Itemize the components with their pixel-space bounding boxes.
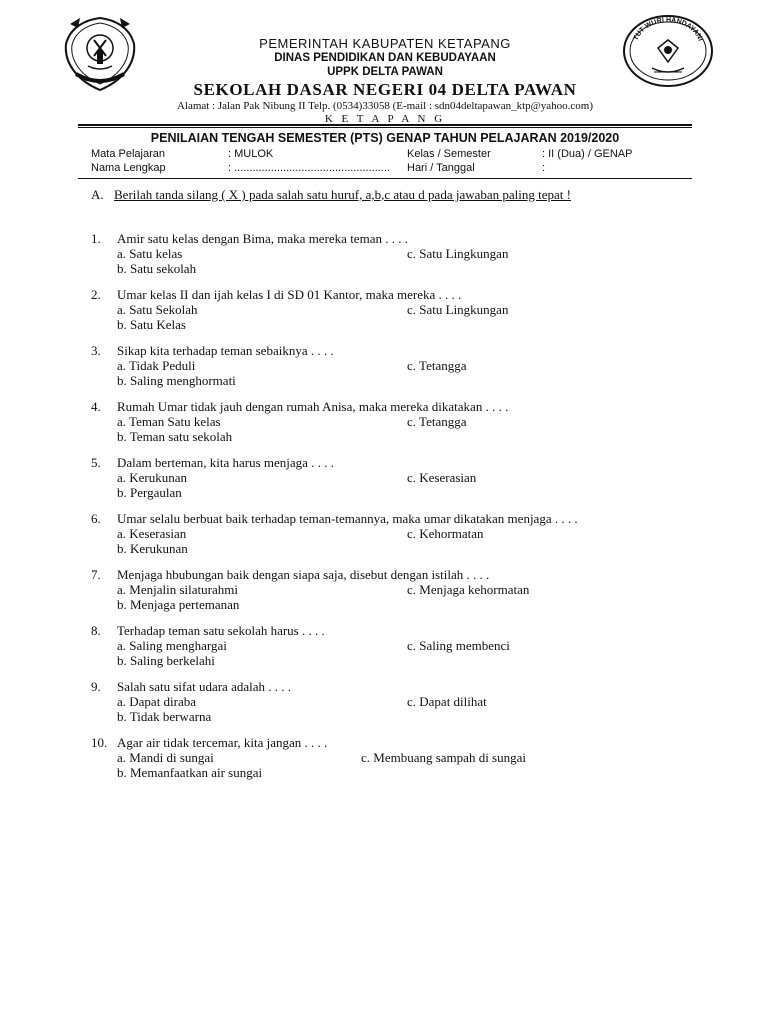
option-a: a. Satu Sekolah — [117, 302, 198, 317]
question-text: Menjaga hbubungan baik dengan siapa saja, disebut dengan istilah . . . . — [117, 567, 490, 582]
question-number: 5. — [91, 455, 101, 470]
info-divider — [78, 178, 692, 179]
question-number: 10. — [91, 735, 108, 750]
class-value: : II (Dua) / GENAP — [542, 148, 633, 160]
svg-text:TUT WURI HANDAYANI: TUT WURI HANDAYANI — [632, 16, 704, 43]
department-line: DINAS PENDIDIKAN DAN KEBUDAYAAN — [274, 52, 496, 64]
uppk-line: UPPK DELTA PAWAN — [327, 66, 443, 78]
question-text: Agar air tidak tercemar, kita jangan . . . . — [117, 735, 328, 750]
option-a: a. Menjalin silaturahmi — [117, 582, 238, 597]
question-text: Dalam berteman, kita harus menjaga . . . . — [117, 455, 334, 470]
question-number: 1. — [91, 231, 101, 246]
option-c: c. Keserasian — [407, 470, 477, 485]
exam-title: PENILAIAN TENGAH SEMESTER (PTS) GENAP TAHUN PELAJARAN 2019/2020 — [150, 131, 620, 145]
option-a: a. Saling menghargai — [117, 638, 227, 653]
question-text: Terhadap teman satu sekolah harus . . . . — [117, 623, 325, 638]
date-value: : — [542, 162, 546, 174]
header-divider-thick — [78, 124, 692, 126]
option-b: b. Satu sekolah — [117, 261, 197, 276]
question-number: 9. — [91, 679, 101, 694]
option-b: b. Menjaga pertemanan — [117, 597, 240, 612]
letterhead — [150, 36, 620, 126]
option-c: c. Membuang sampah di sungai — [361, 750, 526, 765]
option-c: c. Dapat dilihat — [407, 694, 487, 709]
option-b: b. Kerukunan — [117, 541, 188, 556]
school-name: SEKOLAH DASAR NEGERI 04 DELTA PAWAN — [193, 80, 577, 99]
header-divider-thin — [78, 127, 692, 128]
question-number: 6. — [91, 511, 101, 526]
regency-crest-logo — [58, 14, 142, 94]
option-b: b. Memanfaatkan air sungai — [117, 765, 263, 780]
question-text: Salah satu sifat udara adalah . . . . — [117, 679, 291, 694]
question-text: Amir satu kelas dengan Bima, maka mereka teman . . . . — [117, 231, 408, 246]
name-label: Nama Lengkap — [91, 162, 166, 174]
question-number: 3. — [91, 343, 101, 358]
option-c: c. Menjaga kehormatan — [407, 582, 530, 597]
date-label: Hari / Tanggal — [407, 162, 475, 174]
class-label: Kelas / Semester — [407, 148, 491, 160]
question-text: Umar kelas II dan ijah kelas I di SD 01 Kantor, maka mereka . . . . — [117, 287, 462, 302]
option-b: b. Satu Kelas — [117, 317, 186, 332]
option-c: c. Tetangga — [407, 414, 467, 429]
question-number: 7. — [91, 567, 101, 582]
option-b: b. Saling menghormati — [117, 373, 236, 388]
option-a: a. Satu kelas — [117, 246, 183, 261]
question-number: 2. — [91, 287, 101, 302]
question-text: Rumah Umar tidak jauh dengan rumah Anisa, maka mereka dikatakan . . . . — [117, 399, 509, 414]
option-a: a. Mandi di sungai — [117, 750, 214, 765]
option-b: b. Saling berkelahi — [117, 653, 215, 668]
government-line: PEMERINTAH KABUPATEN KETAPANG — [259, 36, 511, 51]
question-number: 8. — [91, 623, 101, 638]
question-number: 4. — [91, 399, 101, 414]
question-text: Sikap kita terhadap teman sebaiknya . . . . — [117, 343, 334, 358]
option-c: c. Satu Lingkungan — [407, 302, 509, 317]
section-letter: A. — [91, 187, 104, 202]
option-c: c. Satu Lingkungan — [407, 246, 509, 261]
subject-value: : MULOK — [228, 148, 274, 160]
option-a: a. Keserasian — [117, 526, 187, 541]
name-value: : ................................................... — [228, 162, 390, 174]
option-b: b. Pergaulan — [117, 485, 182, 500]
option-b: b. Teman satu sekolah — [117, 429, 233, 444]
option-c: c. Kehormatan — [407, 526, 484, 541]
tut-wuri-handayani-logo — [622, 14, 714, 88]
school-address: Alamat : Jalan Pak Nibung II Telp. (0534)33058 (E-mail : sdn04deltapawan_ktp@yahoo.com) — [176, 100, 594, 112]
option-a: a. Dapat diraba — [117, 694, 197, 709]
option-b: b. Tidak berwarna — [117, 709, 212, 724]
question-text: Umar selalu berbuat baik terhadap teman-temannya, maka umar dikatakan menjaga . . . . — [117, 511, 578, 526]
option-c: c. Saling membenci — [407, 638, 510, 653]
option-c: c. Tetangga — [407, 358, 467, 373]
subject-label: Mata Pelajaran — [91, 148, 165, 160]
option-a: a. Kerukunan — [117, 470, 188, 485]
section-instruction: Berilah tanda silang ( X ) pada salah satu huruf, a,b,c atau d pada jawaban paling tepat ! — [114, 187, 571, 202]
option-a: a. Teman Satu kelas — [117, 414, 221, 429]
option-a: a. Tidak Peduli — [117, 358, 196, 373]
school-city: K E T A P A N G — [324, 113, 446, 125]
